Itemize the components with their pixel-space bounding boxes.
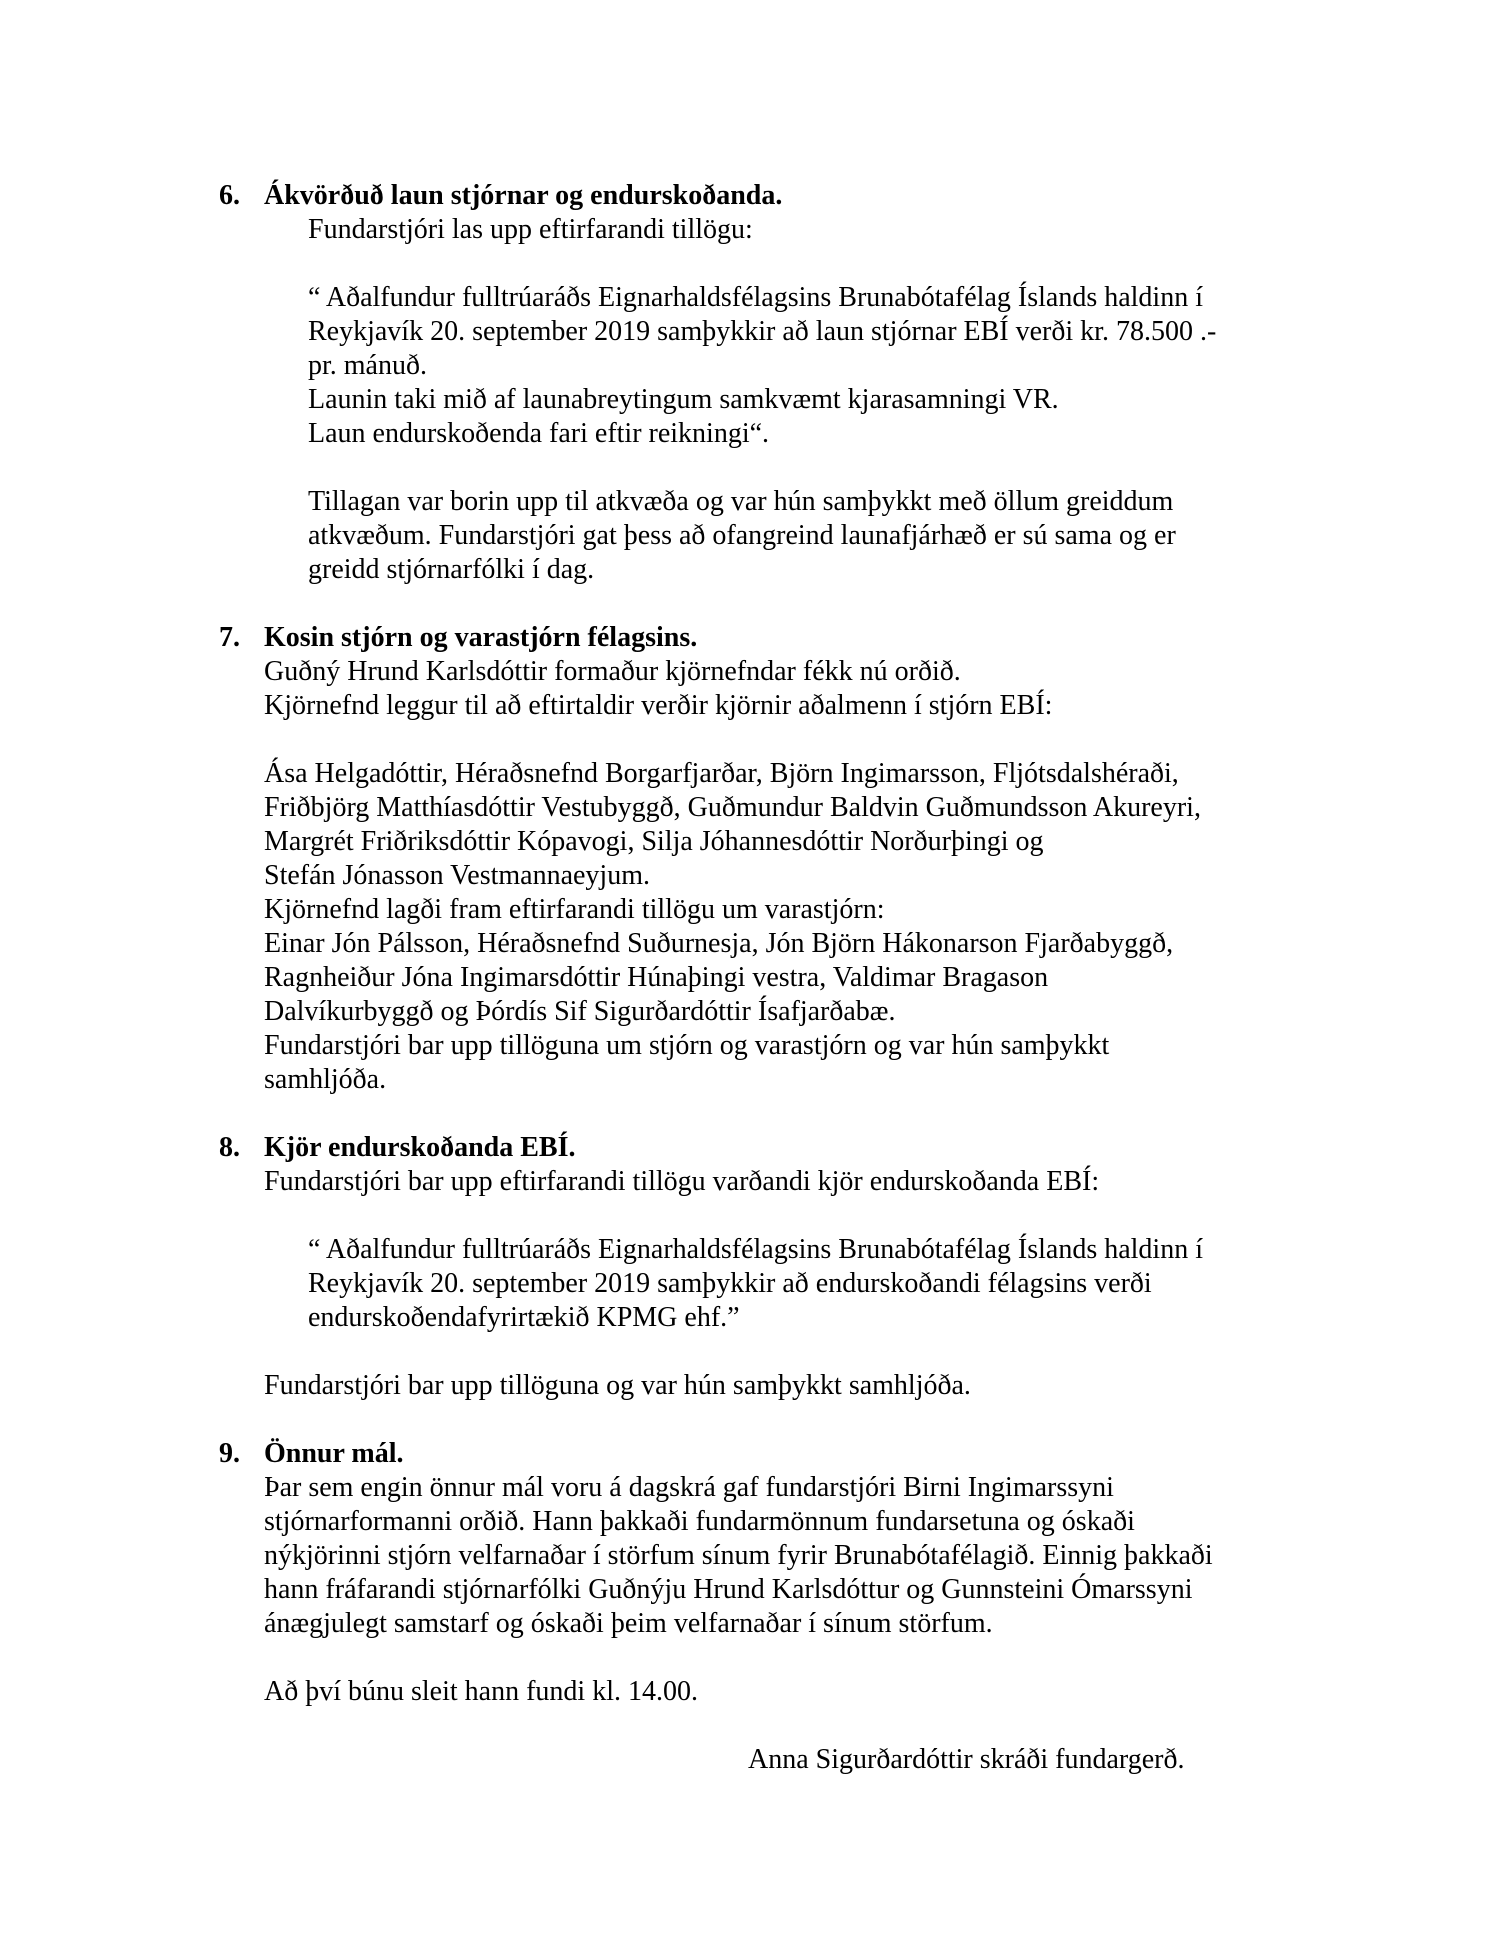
- section-6-line: Fundarstjóri las upp eftirfarandi tillögu:: [308, 214, 753, 245]
- section-6-line: “ Aðalfundur fulltrúaráðs Eignarhaldsfélagsins Brunabótafélag Íslands haldinn í: [308, 282, 1203, 313]
- section-8-line: “ Aðalfundur fulltrúaráðs Eignarhaldsfélagsins Brunabótafélag Íslands haldinn í: [308, 1234, 1203, 1265]
- section-8-line: Fundarstjóri bar upp tillöguna og var hún samþykkt samhljóða.: [264, 1370, 971, 1401]
- section-9-heading: Önnur mál.: [264, 1438, 404, 1469]
- section-6-line: atkvæðum. Fundarstjóri gat þess að ofangreind launafjárhæð er sú sama og er: [308, 520, 1176, 551]
- section-7-line: samhljóða.: [264, 1064, 387, 1095]
- section-7-number: 7.: [219, 622, 240, 653]
- section-7-line: Fundarstjóri bar upp tillöguna um stjórn og varastjórn og var hún samþykkt: [264, 1030, 1110, 1061]
- section-7-line: Friðbjörg Matthíasdóttir Vestubyggð, Guðmundur Baldvin Guðmundsson Akureyri,: [264, 792, 1201, 823]
- section-7-heading: Kosin stjórn og varastjórn félagsins.: [264, 622, 698, 653]
- section-6-heading: Ákvörðuð laun stjórnar og endurskoðanda.: [264, 180, 783, 211]
- section-9-line: stjórnarformanni orðið. Hann þakkaði fundarmönnum fundarsetuna og óskaði: [264, 1506, 1135, 1537]
- section-6-line: greidd stjórnarfólki í dag.: [308, 554, 595, 585]
- section-6-number: 6.: [219, 180, 240, 211]
- section-6-line: pr. mánuð.: [308, 350, 427, 381]
- section-6-line: Tillagan var borin upp til atkvæða og var hún samþykkt með öllum greiddum: [308, 486, 1174, 517]
- section-6-line: Laun endurskoðenda fari eftir reikningi“.: [308, 418, 770, 449]
- signature-line: Anna Sigurðardóttir skráði fundargerð.: [748, 1744, 1185, 1775]
- section-9-line: Að því búnu sleit hann fundi kl. 14.00.: [264, 1676, 698, 1707]
- section-7-line: Dalvíkurbyggð og Þórdís Sif Sigurðardóttir Ísafjarðabæ.: [264, 996, 896, 1027]
- section-8-line: Fundarstjóri bar upp eftirfarandi tillögu varðandi kjör endurskoðanda EBÍ:: [264, 1166, 1100, 1197]
- section-8-number: 8.: [219, 1132, 240, 1163]
- section-9-line: nýkjörinni stjórn velfarnaðar í störfum sínum fyrir Brunabótafélagið. Einnig þakkaði: [264, 1540, 1213, 1571]
- section-6-line: Launin taki mið af launabreytingum samkvæmt kjarasamningi VR.: [308, 384, 1059, 415]
- section-7-line: Kjörnefnd lagði fram eftirfarandi tillögu um varastjórn:: [264, 894, 885, 925]
- section-8-line: Reykjavík 20. september 2019 samþykkir að endurskoðandi félagsins verði: [308, 1268, 1152, 1299]
- section-7-line: Margrét Friðriksdóttir Kópavogi, Silja Jóhannesdóttir Norðurþingi og: [264, 826, 1044, 857]
- section-7-line: Einar Jón Pálsson, Héraðsnefnd Suðurnesja, Jón Björn Hákonarson Fjarðabyggð,: [264, 928, 1174, 959]
- section-6-line: Reykjavík 20. september 2019 samþykkir að laun stjórnar EBÍ verði kr. 78.500 .-: [308, 316, 1217, 347]
- section-9-line: ánægjulegt samstarf og óskaði þeim velfarnaðar í sínum störfum.: [264, 1608, 993, 1639]
- section-7-line: Guðný Hrund Karlsdóttir formaður kjörnefndar fékk nú orðið.: [264, 656, 961, 687]
- section-7-line: Ragnheiður Jóna Ingimarsdóttir Húnaþingi vestra, Valdimar Bragason: [264, 962, 1049, 993]
- section-7-line: Stefán Jónasson Vestmannaeyjum.: [264, 860, 650, 891]
- section-8-heading: Kjör endurskoðanda EBÍ.: [264, 1132, 576, 1163]
- section-9-line: Þar sem engin önnur mál voru á dagskrá gaf fundarstjóri Birni Ingimarssyni: [264, 1472, 1114, 1503]
- section-9-number: 9.: [219, 1438, 240, 1469]
- section-9-line: hann fráfarandi stjórnarfólki Guðnýju Hrund Karlsdóttur og Gunnsteini Ómarssyni: [264, 1574, 1193, 1605]
- section-8-line: endurskoðendafyrirtækið KPMG ehf.”: [308, 1302, 740, 1333]
- section-7-line: Kjörnefnd leggur til að eftirtaldir verðir kjörnir aðalmenn í stjórn EBÍ:: [264, 690, 1053, 721]
- section-7-line: Ása Helgadóttir, Héraðsnefnd Borgarfjarðar, Björn Ingimarsson, Fljótsdalshéraði,: [264, 758, 1179, 789]
